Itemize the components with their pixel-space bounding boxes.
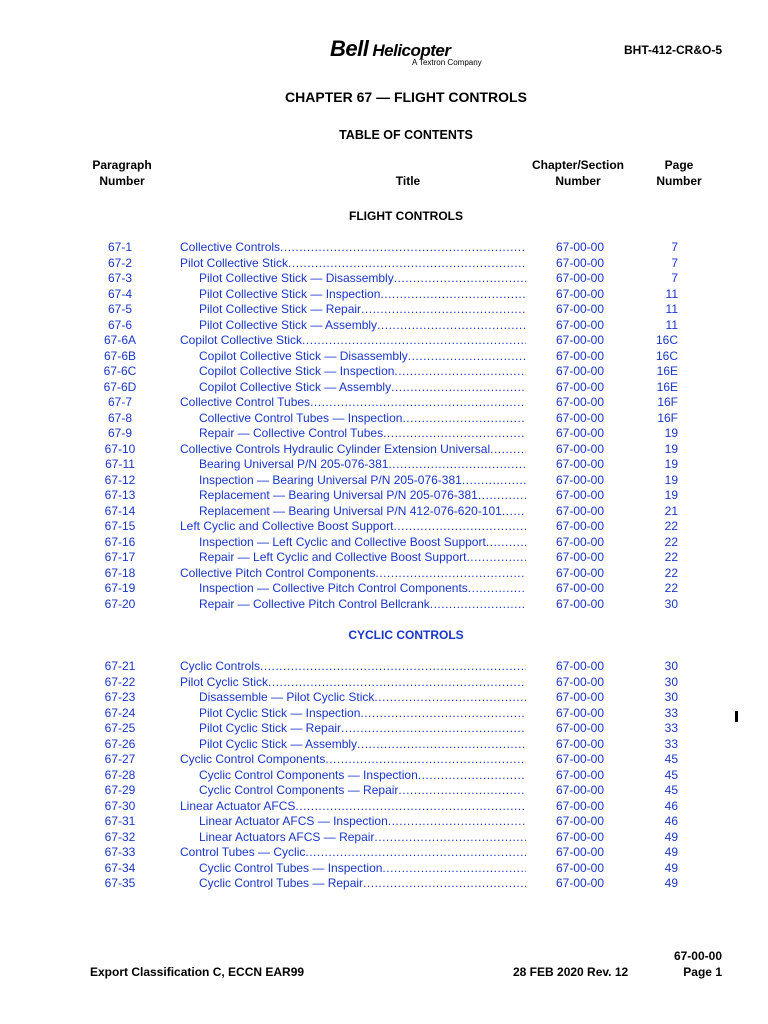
entry-title: Pilot Collective Stick — Repair ..... (199, 302, 526, 318)
paragraph-number: 67-6C (103, 364, 137, 378)
toc-entry[interactable] (0, 581, 768, 597)
chapter-section-number: 67-00-00 (555, 783, 605, 797)
toc-title: TABLE OF CONTENTS (339, 128, 473, 142)
entry-title: Pilot Collective Stick — Inspection ..... (199, 287, 526, 303)
chapter-section-number: 67-00-00 (555, 767, 605, 782)
entry-title: Control Tubes — Cyclic ..... (180, 845, 526, 861)
entry-title: Pilot Cyclic Stick — Repair ..... (199, 721, 526, 737)
chapter-section-number: 67-00-00 (555, 441, 605, 456)
entry-title: Linear Actuators AFCS — Repair ..... (199, 830, 526, 846)
chapter-section-number: 67-00-00 (555, 519, 605, 533)
chapter-section-number: 67-00-00 (555, 333, 605, 347)
page-number-cell: 16F (657, 395, 678, 409)
toc-entry[interactable] (0, 442, 768, 458)
chapter-section-number: 67-00-00 (555, 596, 605, 611)
entry-title: Collective Control Tubes ..... (180, 395, 526, 411)
toc-entry[interactable] (0, 690, 768, 706)
chapter-section-number: 67-00-00 (555, 814, 605, 828)
page-number-cell: 7 (671, 255, 678, 270)
page-number-cell: 45 (664, 752, 678, 766)
chapter-section-number: 67-00-00 (555, 503, 605, 518)
paragraph-number: 67-13 (104, 488, 136, 502)
paragraph-number: 67-35 (104, 876, 136, 890)
page-number-cell: 33 (664, 721, 678, 735)
page-number-cell: 30 (664, 596, 678, 611)
chapter-section-number: 67-00-00 (555, 364, 605, 378)
toc-entry[interactable] (0, 426, 768, 442)
entry-title: Pilot Cyclic Stick ..... (180, 675, 526, 691)
toc-entry[interactable] (0, 721, 768, 737)
paragraph-number: 67-27 (104, 752, 136, 766)
entry-title: Linear Actuator AFCS ..... (180, 799, 526, 815)
toc-entry[interactable] (0, 488, 768, 504)
document-id: BHT-412-CR&O-5 (623, 43, 722, 57)
chapter-section-number: 67-00-00 (555, 240, 605, 254)
page-number-cell: 16C (655, 348, 678, 363)
entry-title: Replacement — Bearing Universal P/N 412-076-620-101 ..... (199, 504, 526, 520)
chapter-section-number: 67-00-00 (555, 721, 605, 735)
entry-title: Cyclic Controls ..... (180, 659, 526, 675)
toc-entry[interactable] (0, 411, 768, 427)
chapter-section-number: 67-00-00 (555, 659, 605, 673)
paragraph-number: 67-30 (104, 798, 136, 813)
paragraph-number: 67-15 (104, 519, 136, 533)
toc-entry[interactable] (0, 519, 768, 535)
entry-title: Cyclic Control Tubes — Repair ..... (199, 876, 526, 892)
entry-title: Inspection — Collective Pitch Control Components ..... (199, 581, 526, 597)
paragraph-number: 67-17 (104, 550, 136, 564)
entry-title: Repair — Collective Pitch Control Bellcrank ..... (199, 597, 526, 613)
col-header-title: Title (395, 174, 421, 188)
entry-title: Collective Controls ..... (180, 240, 526, 256)
page-number-cell: 30 (664, 659, 678, 673)
chapter-section-number: 67-00-00 (555, 255, 605, 270)
entry-title: Cyclic Control Components — Inspection ..... (199, 768, 526, 784)
page-number-cell: 7 (671, 271, 678, 285)
page-number-cell: 22 (664, 534, 678, 549)
toc-entry[interactable] (0, 768, 768, 784)
paragraph-number: 67-18 (104, 565, 136, 580)
col-header-page: Page Number (656, 158, 702, 188)
chapter-section-number: 67-00-00 (555, 674, 605, 689)
toc-entry[interactable] (0, 830, 768, 846)
toc-entry[interactable] (0, 318, 768, 334)
page-number-cell: 49 (664, 860, 678, 875)
paragraph-number: 67-33 (104, 845, 136, 859)
paragraph-number: 67-11 (105, 457, 135, 471)
paragraph-number: 67-28 (104, 767, 136, 782)
page-number-cell: 22 (664, 519, 678, 533)
chapter-section-number: 67-00-00 (555, 488, 605, 502)
paragraph-number: 67-10 (104, 441, 136, 456)
toc-entry[interactable] (0, 256, 768, 272)
paragraph-number: 67-7 (107, 395, 133, 409)
entry-title: Cyclic Control Tubes — Inspection ..... (199, 861, 526, 877)
paragraph-number: 67-8 (107, 410, 133, 425)
paragraph-number: 67-14 (104, 503, 136, 518)
page-number-cell: 49 (664, 829, 678, 844)
entry-title: Pilot Collective Stick — Assembly ..... (199, 318, 526, 334)
entry-title: Left Cyclic and Collective Boost Support ..... (180, 519, 526, 535)
toc-entry[interactable] (0, 380, 768, 396)
entry-title: Copilot Collective Stick — Inspection ..... (199, 364, 526, 380)
toc-entry[interactable] (0, 675, 768, 691)
section-heading-flight-controls: FLIGHT CONTROLS (349, 209, 463, 223)
entry-title: Pilot Cyclic Stick — Assembly ..... (199, 737, 526, 753)
page-number-cell: 7 (671, 240, 678, 254)
paragraph-number: 67-2 (107, 255, 133, 270)
paragraph-number: 67-3 (107, 271, 133, 285)
paragraph-number: 67-6A (103, 333, 137, 347)
section-heading-cyclic-controls: CYCLIC CONTROLS (348, 628, 464, 642)
page-number-cell: 45 (664, 783, 678, 797)
paragraph-number: 67-6D (103, 379, 137, 394)
paragraph-number: 67-1 (107, 240, 133, 254)
entry-title: Cyclic Control Components — Repair ..... (199, 783, 526, 799)
page-number-cell: 11 (665, 317, 678, 332)
chapter-section-number: 67-00-00 (555, 426, 605, 440)
paragraph-number: 67-6 (107, 317, 133, 332)
toc-entry[interactable] (0, 457, 768, 473)
toc-entry[interactable] (0, 302, 768, 318)
paragraph-number: 67-21 (104, 659, 136, 673)
toc-entry[interactable] (0, 271, 768, 287)
chapter-section-number: 67-00-00 (555, 829, 605, 844)
page-number-cell: 49 (664, 845, 678, 859)
chapter-section-number: 67-00-00 (555, 705, 605, 720)
chapter-section-number: 67-00-00 (555, 457, 605, 471)
toc-entry[interactable] (0, 597, 768, 613)
paragraph-number: 67-19 (104, 581, 136, 595)
paragraph-number: 67-23 (104, 690, 136, 704)
page-number-cell: 30 (664, 674, 678, 689)
paragraph-number: 67-25 (104, 721, 136, 735)
page-number-cell: 21 (664, 503, 678, 518)
entry-title: Inspection — Bearing Universal P/N 205-076-381 ..... (199, 473, 526, 489)
toc-entry[interactable] (0, 349, 768, 365)
export-classification: Export Classification C, ECCN EAR99 (90, 965, 305, 979)
chapter-section-number: 67-00-00 (555, 472, 605, 487)
paragraph-number: 67-20 (104, 596, 136, 611)
toc-entry[interactable] (0, 799, 768, 815)
entry-title: Collective Control Tubes — Inspection ..... (199, 411, 526, 427)
entry-title: Cyclic Control Components ..... (180, 752, 526, 768)
page-number-cell: 33 (664, 705, 678, 720)
toc-entry[interactable] (0, 876, 768, 892)
page-number-cell: 46 (664, 798, 678, 813)
page-number-cell: 22 (664, 565, 678, 580)
toc-entry[interactable] (0, 473, 768, 489)
page-number-cell: 45 (664, 767, 678, 782)
chapter-section-number: 67-00-00 (555, 395, 605, 409)
page-number-cell: 46 (664, 814, 678, 828)
chapter-section-number: 67-00-00 (555, 752, 605, 766)
logo-product: Helicopter (372, 41, 451, 60)
paragraph-number: 67-34 (104, 860, 136, 875)
paragraph-number: 67-29 (104, 783, 136, 797)
entry-title: Disassemble — Pilot Cyclic Stick ..... (199, 690, 526, 706)
paragraph-number: 67-12 (104, 472, 136, 487)
paragraph-number: 67-31 (104, 814, 136, 828)
toc-entry[interactable] (0, 861, 768, 877)
toc-entry[interactable] (0, 550, 768, 566)
chapter-section-number: 67-00-00 (555, 317, 605, 332)
page-number-cell: 19 (664, 488, 678, 502)
paragraph-number: 67-9 (107, 426, 133, 440)
paragraph-number: 67-22 (104, 674, 136, 689)
page-number-cell: 19 (664, 441, 678, 456)
toc-entry[interactable] (0, 783, 768, 799)
chapter-section-number: 67-00-00 (555, 379, 605, 394)
chapter-title: CHAPTER 67 — FLIGHT CONTROLS (285, 89, 527, 105)
toc-entry[interactable] (0, 752, 768, 768)
paragraph-number: 67-32 (104, 829, 136, 844)
chapter-section-number: 67-00-00 (555, 860, 605, 875)
toc-entry[interactable] (0, 706, 768, 722)
revision-date: 28 FEB 2020 Rev. 12 (513, 965, 629, 979)
col-header-chapter-section: Chapter/Section Number (531, 158, 624, 188)
toc-entry[interactable] (0, 814, 768, 830)
toc-entry[interactable] (0, 333, 768, 349)
entry-title: Pilot Collective Stick — Disassembly ..... (199, 271, 526, 287)
entry-title: Repair — Collective Control Tubes ..... (199, 426, 526, 442)
page-number-cell: 19 (664, 457, 678, 471)
entry-title: Copilot Collective Stick ..... (180, 333, 526, 349)
chapter-section-number: 67-00-00 (555, 410, 605, 425)
page-number-cell: 22 (664, 550, 678, 564)
toc-entry[interactable] (0, 395, 768, 411)
page-number-cell: 16E (656, 364, 678, 378)
page-number-cell: 19 (664, 472, 678, 487)
paragraph-number: 67-4 (107, 286, 133, 301)
entry-title: Linear Actuator AFCS — Inspection ..... (199, 814, 526, 830)
change-bar (735, 711, 738, 722)
chapter-section-number: 67-00-00 (555, 271, 605, 285)
logo-tagline: A Textron Company (412, 58, 482, 67)
chapter-section-number: 67-00-00 (555, 565, 605, 580)
bell-helicopter-logo (330, 36, 490, 72)
chapter-section-number: 67-00-00 (555, 581, 605, 595)
page-number-cell: 22 (664, 581, 678, 595)
entry-title: Collective Pitch Control Components ..... (180, 566, 526, 582)
page-number-cell: 30 (664, 690, 678, 704)
paragraph-number: 67-26 (104, 736, 136, 751)
page-number-cell: 16E (656, 379, 678, 394)
toc-entry[interactable] (0, 287, 768, 303)
chapter-section-number: 67-00-00 (555, 690, 605, 704)
chapter-section-number: 67-00-00 (555, 736, 605, 751)
page-number-cell: 16C (655, 333, 678, 347)
chapter-section-number: 67-00-00 (555, 876, 605, 890)
page-number-cell: 33 (664, 736, 678, 751)
page-number-cell: 11 (665, 302, 678, 316)
page-number-cell: 19 (664, 426, 678, 440)
chapter-section-number: 67-00-00 (555, 302, 605, 316)
paragraph-number: 67-5 (107, 302, 133, 316)
entry-title: Copilot Collective Stick — Disassembly ..... (199, 349, 526, 365)
col-header-paragraph: Paragraph Number (92, 158, 152, 188)
paragraph-number: 67-6B (103, 348, 137, 363)
chapter-section-number: 67-00-00 (555, 286, 605, 301)
chapter-section-number: 67-00-00 (555, 798, 605, 813)
toc-entry[interactable] (0, 566, 768, 582)
paragraph-number: 67-16 (104, 534, 136, 549)
entry-title: Repair — Left Cyclic and Collective Boost Support ..... (199, 550, 526, 566)
entry-title: Bearing Universal P/N 205-076-381 ..... (199, 457, 526, 473)
entry-title: Replacement — Bearing Universal P/N 205-076-381 ..... (199, 488, 526, 504)
section-code: 67-00-00 (673, 949, 722, 963)
chapter-section-number: 67-00-00 (555, 534, 605, 549)
toc-entry[interactable] (0, 737, 768, 753)
paragraph-number: 67-24 (104, 705, 136, 720)
page-number-cell: 49 (664, 876, 678, 890)
toc-entry[interactable] (0, 845, 768, 861)
entry-title: Pilot Cyclic Stick — Inspection ..... (199, 706, 526, 722)
entry-title: Copilot Collective Stick — Assembly ..... (199, 380, 526, 396)
entry-title: Pilot Collective Stick ..... (180, 256, 526, 272)
chapter-section-number: 67-00-00 (555, 348, 605, 363)
page-number-cell: 16F (657, 410, 678, 425)
toc-entry[interactable] (0, 240, 768, 256)
toc-entry[interactable] (0, 364, 768, 380)
toc-entry[interactable] (0, 659, 768, 675)
toc-entry[interactable] (0, 535, 768, 551)
chapter-section-number: 67-00-00 (555, 550, 605, 564)
page-number: Page 1 (683, 965, 722, 979)
entry-title: Collective Controls Hydraulic Cylinder Extension Universal ..... (180, 442, 526, 458)
page-number-cell: 11 (665, 286, 678, 301)
toc-entry[interactable] (0, 504, 768, 520)
chapter-section-number: 67-00-00 (555, 845, 605, 859)
logo-brand: Bell (330, 36, 369, 61)
entry-title: Inspection — Left Cyclic and Collective Boost Support ..... (199, 535, 526, 551)
